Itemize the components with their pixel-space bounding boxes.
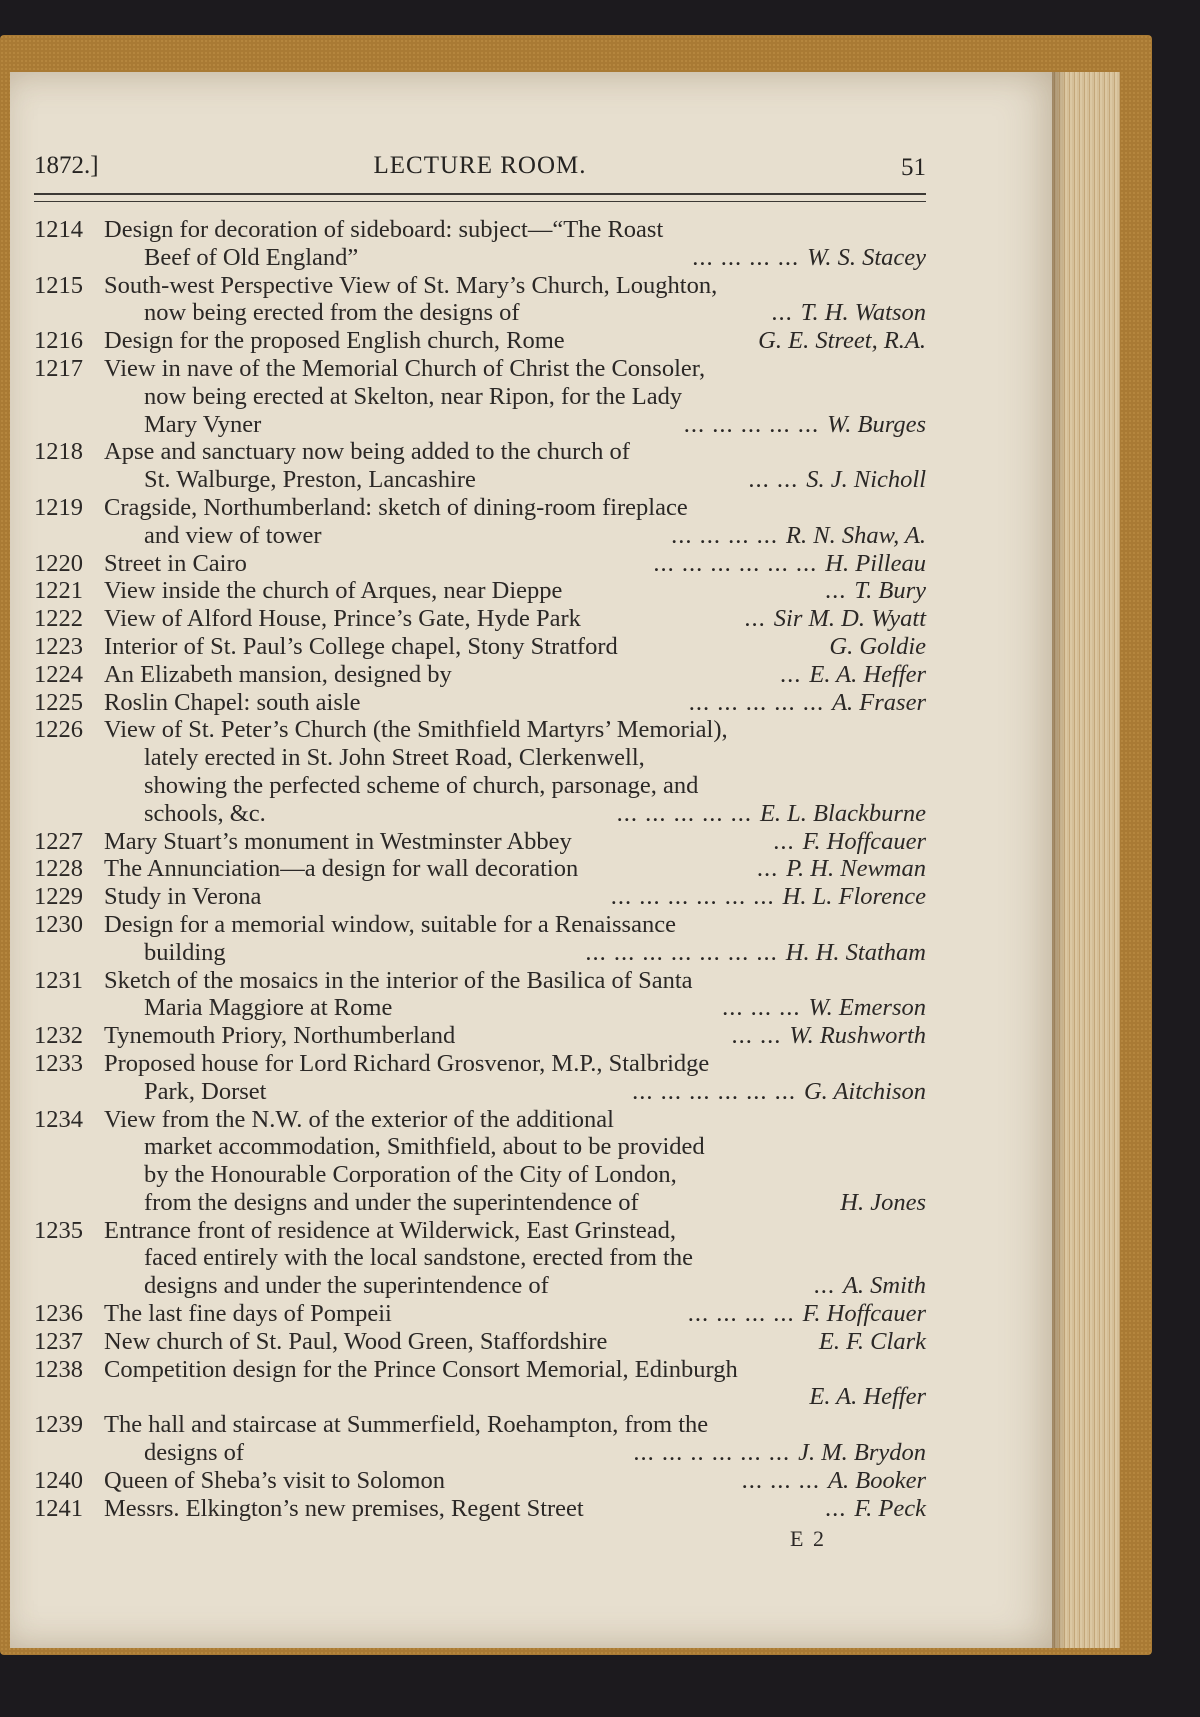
entry-text: Queen of Sheba’s visit to Solomon xyxy=(104,1466,445,1494)
entry-number: 1214 xyxy=(34,216,83,243)
entry-text: Cragside, Northumberland: sketch of dining-room fireplace xyxy=(104,493,688,521)
entry-author: H. Pilleau xyxy=(825,549,926,577)
entry-author: F. Hoffcauer xyxy=(802,1300,926,1328)
running-header xyxy=(34,146,926,188)
entry-final-line xyxy=(104,689,926,717)
catalogue-entry xyxy=(34,1050,926,1106)
entry-final-line xyxy=(104,577,926,605)
leader-dots: ... ... ... ... ... xyxy=(688,688,825,716)
entry-final-line xyxy=(104,661,926,689)
leader-dots: ... ... ... ... ... xyxy=(683,410,820,438)
entry-number: 1239 xyxy=(34,1411,83,1439)
leader-dots: ... xyxy=(824,1494,847,1522)
entry-author: W. Rushworth xyxy=(789,1022,926,1050)
leader-dots: ... ... ... ... ... ... ... xyxy=(585,938,778,966)
entry-author: W. Emerson xyxy=(808,994,926,1022)
catalogue-entry xyxy=(34,577,926,605)
entry-text: Interior of St. Paul’s College chapel, Stony Stratford xyxy=(104,632,618,660)
entry-author: H. L. Florence xyxy=(782,883,926,911)
entry-author: E. A. Heffer xyxy=(809,660,926,688)
entry-author: H. H. Statham xyxy=(785,938,926,966)
entry-number: 1223 xyxy=(34,632,83,660)
catalogue-entry xyxy=(34,633,926,661)
entry-text: Roslin Chapel: south aisle xyxy=(104,688,361,716)
catalogue-entry xyxy=(34,327,926,355)
entry-author: W. Burges xyxy=(827,410,926,438)
entry-number: 1234 xyxy=(34,1105,83,1133)
entry-author: A. Smith xyxy=(842,1272,926,1300)
entry-text: Tynemouth Priory, Northumberland xyxy=(104,1022,456,1050)
header-rule xyxy=(34,193,926,202)
catalogue-entry xyxy=(34,1328,926,1356)
leader-dots: ... xyxy=(744,605,766,633)
entry-final-line xyxy=(104,800,926,828)
entry-text: View in nave of the Memorial Church of Christ the Consoler, xyxy=(104,354,706,382)
catalogue-entry xyxy=(34,494,926,550)
entry-number: 1226 xyxy=(34,716,83,744)
leader-dots: ... ... ... ... xyxy=(671,521,779,549)
leader-dots: ... ... ... xyxy=(741,1466,821,1494)
entry-final-line xyxy=(104,244,926,272)
entry-text: Study in Verona xyxy=(104,883,262,911)
entry-final-line xyxy=(104,1078,926,1106)
entry-number: 1240 xyxy=(34,1466,83,1494)
entry-number: 1225 xyxy=(34,688,83,716)
entry-author: G. E. Street, R.A. xyxy=(758,327,926,355)
leader-dots: ... xyxy=(824,577,847,605)
entry-text: New church of St. Paul, Wood Green, Staffordshire xyxy=(104,1327,608,1355)
entry-number: 1233 xyxy=(34,1049,83,1077)
catalogue-entry xyxy=(34,1106,926,1217)
catalogue-entry xyxy=(34,1411,926,1467)
entry-text: Sketch of the mosaics in the interior of the Basilica of Santa xyxy=(104,966,693,994)
entry-final-line xyxy=(104,1467,926,1495)
entry-final-line xyxy=(104,828,926,856)
entry-text: The hall and staircase at Summerfield, Roehampton, from the xyxy=(104,1411,709,1439)
entry-text: View of St. Peter’s Church (the Smithfield Martyrs’ Memorial), xyxy=(104,716,728,744)
entry-number: 1217 xyxy=(34,354,83,382)
entry-number: 1224 xyxy=(34,660,83,688)
entry-number: 1238 xyxy=(34,1355,83,1383)
entry-text: now being erected at Skelton, near Ripon, for the Lady xyxy=(144,382,683,410)
entry-number: 1229 xyxy=(34,883,83,911)
entry-final-line xyxy=(104,550,926,578)
entry-author: E. F. Clark xyxy=(818,1327,926,1355)
entry-number: 1236 xyxy=(34,1300,83,1328)
catalogue-entry xyxy=(34,1217,926,1300)
catalogue-entry xyxy=(34,1022,926,1050)
entry-text: View inside the church of Arques, near Dieppe xyxy=(104,577,563,605)
header-title: LECTURE ROOM. xyxy=(373,152,587,179)
leader-dots: ... ... ... ... xyxy=(687,1300,795,1328)
catalogue-entry xyxy=(34,883,926,911)
entry-text: now being erected from the designs of xyxy=(144,299,520,327)
entry-text: by the Honourable Corporation of the City of London, xyxy=(144,1161,677,1189)
entry-text: View of Alford House, Prince’s Gate, Hyde Park xyxy=(104,605,581,633)
leader-dots: ... xyxy=(771,299,793,327)
entry-number: 1230 xyxy=(34,910,83,938)
entry-author: E. L. Blackburne xyxy=(759,799,926,827)
entry-final-line xyxy=(104,994,926,1022)
entry-text: building xyxy=(144,938,226,966)
entry-number: 1218 xyxy=(34,438,83,466)
entry-final-line xyxy=(104,1328,926,1356)
entry-text: faced entirely with the local sandstone, erected from the xyxy=(144,1244,693,1272)
catalogue-entry xyxy=(34,272,926,328)
catalogue-entry xyxy=(34,828,926,856)
leader-dots: ... xyxy=(756,855,779,883)
entry-text: market accommodation, Smithfield, about to be provided xyxy=(144,1133,705,1161)
catalogue-entry xyxy=(34,1356,926,1412)
catalogue-entry xyxy=(34,1467,926,1495)
catalogue-entry xyxy=(34,661,926,689)
entry-number: 1231 xyxy=(34,966,83,994)
leader-dots: ... ... ... ... ... ... xyxy=(610,883,775,911)
entry-author: J. M. Brydon xyxy=(798,1439,926,1467)
entry-text: Street in Cairo xyxy=(104,549,247,577)
entry-final-line xyxy=(104,883,926,911)
catalogue-entry xyxy=(34,967,926,1023)
entry-text: Maria Maggiore at Rome xyxy=(144,994,393,1022)
entry-number: 1235 xyxy=(34,1216,83,1244)
entry-final-line xyxy=(104,299,926,327)
entry-text: Mary Vyner xyxy=(144,410,262,438)
entry-author: A. Fraser xyxy=(832,688,926,716)
leader-dots: ... ... xyxy=(731,1022,782,1050)
leader-dots: ... ... ... ... xyxy=(692,243,800,271)
entry-final-line xyxy=(104,1022,926,1050)
catalogue-entry xyxy=(34,438,926,494)
leader-dots: ... xyxy=(813,1272,835,1300)
entry-text: St. Walburge, Preston, Lancashire xyxy=(144,466,476,494)
header-year: 1872.] xyxy=(34,152,99,179)
entry-number: 1221 xyxy=(34,577,83,605)
entry-text: Mary Stuart’s monument in Westminster Abbey xyxy=(104,827,572,855)
catalogue-entry xyxy=(34,216,926,272)
leader-dots: ... ... .. ... ... ... xyxy=(633,1439,791,1467)
leader-dots: ... xyxy=(773,827,795,855)
catalogue-entry xyxy=(34,689,926,717)
entry-text: Messrs. Elkington’s new premises, Regent Street xyxy=(104,1494,584,1522)
entry-author: G. Goldie xyxy=(829,632,926,660)
entry-text: Entrance front of residence at Wilderwick, East Grinstead, xyxy=(104,1216,677,1244)
entry-text: and view of tower xyxy=(144,521,322,549)
entry-text: schools, &c. xyxy=(144,799,266,827)
entry-number: 1216 xyxy=(34,327,83,355)
entry-author: S. J. Nicholl xyxy=(806,466,926,494)
entry-final-line xyxy=(104,411,926,439)
entry-final-line xyxy=(104,1189,926,1217)
entry-final-line xyxy=(104,1300,926,1328)
catalogue-entry xyxy=(34,605,926,633)
entry-text: Apse and sanctuary now being added to the church of xyxy=(104,438,630,466)
entry-final-line xyxy=(104,633,926,661)
leader-dots: ... ... xyxy=(748,466,799,494)
catalogue-entry xyxy=(34,355,926,438)
entry-author: F. Hoffcauer xyxy=(802,827,926,855)
entry-author: Sir M. D. Wyatt xyxy=(773,605,926,633)
catalogue-entries xyxy=(34,216,926,1522)
entry-text: View from the N.W. of the exterior of the additional xyxy=(104,1105,614,1133)
entry-number: 1237 xyxy=(34,1327,83,1355)
entry-text: designs and under the superintendence of xyxy=(144,1272,549,1300)
catalogue-entry xyxy=(34,1495,926,1523)
entry-final-line xyxy=(104,327,926,355)
entry-text: The Annunciation—a design for wall decoration xyxy=(104,855,579,883)
entry-text: An Elizabeth mansion, designed by xyxy=(104,660,452,688)
leader-dots: ... ... ... xyxy=(722,994,801,1022)
entry-author: T. H. Watson xyxy=(800,299,926,327)
entry-text: lately erected in St. John Street Road, Clerkenwell, xyxy=(144,744,645,772)
catalogue-entry xyxy=(34,716,926,827)
entry-text: Park, Dorset xyxy=(144,1077,267,1105)
entry-number: 1222 xyxy=(34,605,83,633)
entry-text: Competition design for the Prince Consort Memorial, Edinburgh xyxy=(104,1355,738,1383)
entry-text: Design for decoration of sideboard: subject—“The Roast xyxy=(104,216,664,243)
entry-author: F. Peck xyxy=(854,1494,926,1522)
signature-mark: E 2 xyxy=(790,1526,826,1551)
entry-text: designs of xyxy=(144,1439,245,1467)
entry-final-line xyxy=(104,1495,926,1523)
leader-dots: ... ... ... ... ... ... xyxy=(632,1077,796,1105)
entry-text: Design for a memorial window, suitable for a Renaissance xyxy=(104,910,676,938)
entry-final-line xyxy=(104,1272,926,1300)
entry-final-line xyxy=(104,939,926,967)
entry-author: T. Bury xyxy=(854,577,926,605)
entry-text: Beef of Old England” xyxy=(144,243,359,271)
leader-dots: ... ... ... ... ... ... xyxy=(653,549,818,577)
entry-author: E. A. Heffer xyxy=(809,1383,926,1411)
page-number: 51 xyxy=(901,154,926,181)
entry-final-line xyxy=(104,522,926,550)
entry-author: H. Jones xyxy=(840,1188,926,1216)
entry-number: 1219 xyxy=(34,493,83,521)
entry-text: from the designs and under the superintendence of xyxy=(144,1188,639,1216)
entry-final-line xyxy=(104,605,926,633)
entry-final-line xyxy=(104,855,926,883)
entry-author: W. S. Stacey xyxy=(807,243,926,271)
entry-number: 1227 xyxy=(34,827,83,855)
gutter-shadow xyxy=(1052,72,1066,1648)
entry-number: 1228 xyxy=(34,855,83,883)
catalogue-entry xyxy=(34,1300,926,1328)
entry-text: South-west Perspective View of St. Mary’s Church, Loughton, xyxy=(104,271,718,299)
leader-dots: ... xyxy=(780,660,802,688)
entry-author: G. Aitchison xyxy=(803,1077,926,1105)
entry-final-line xyxy=(104,1439,926,1467)
entry-text: The last fine days of Pompeii xyxy=(104,1300,392,1328)
entry-text: Proposed house for Lord Richard Grosvenor, M.P., Stalbridge xyxy=(104,1049,710,1077)
entry-author: R. N. Shaw, A. xyxy=(786,521,926,549)
entry-author: A. Booker xyxy=(828,1466,926,1494)
entry-text: Design for the proposed English church, Rome xyxy=(104,327,565,355)
leader-dots: ... ... ... ... ... xyxy=(616,799,752,827)
entry-author: P. H. Newman xyxy=(786,855,926,883)
catalogue-entry xyxy=(34,855,926,883)
entry-text: showing the perfected scheme of church, parsonage, and xyxy=(144,771,699,799)
entry-number: 1241 xyxy=(34,1494,83,1522)
catalogue-entry xyxy=(34,550,926,578)
entry-final-line xyxy=(104,466,926,494)
entry-number: 1232 xyxy=(34,1022,83,1050)
entry-number: 1220 xyxy=(34,549,83,577)
entry-number: 1215 xyxy=(34,271,83,299)
catalogue-entry xyxy=(34,911,926,967)
